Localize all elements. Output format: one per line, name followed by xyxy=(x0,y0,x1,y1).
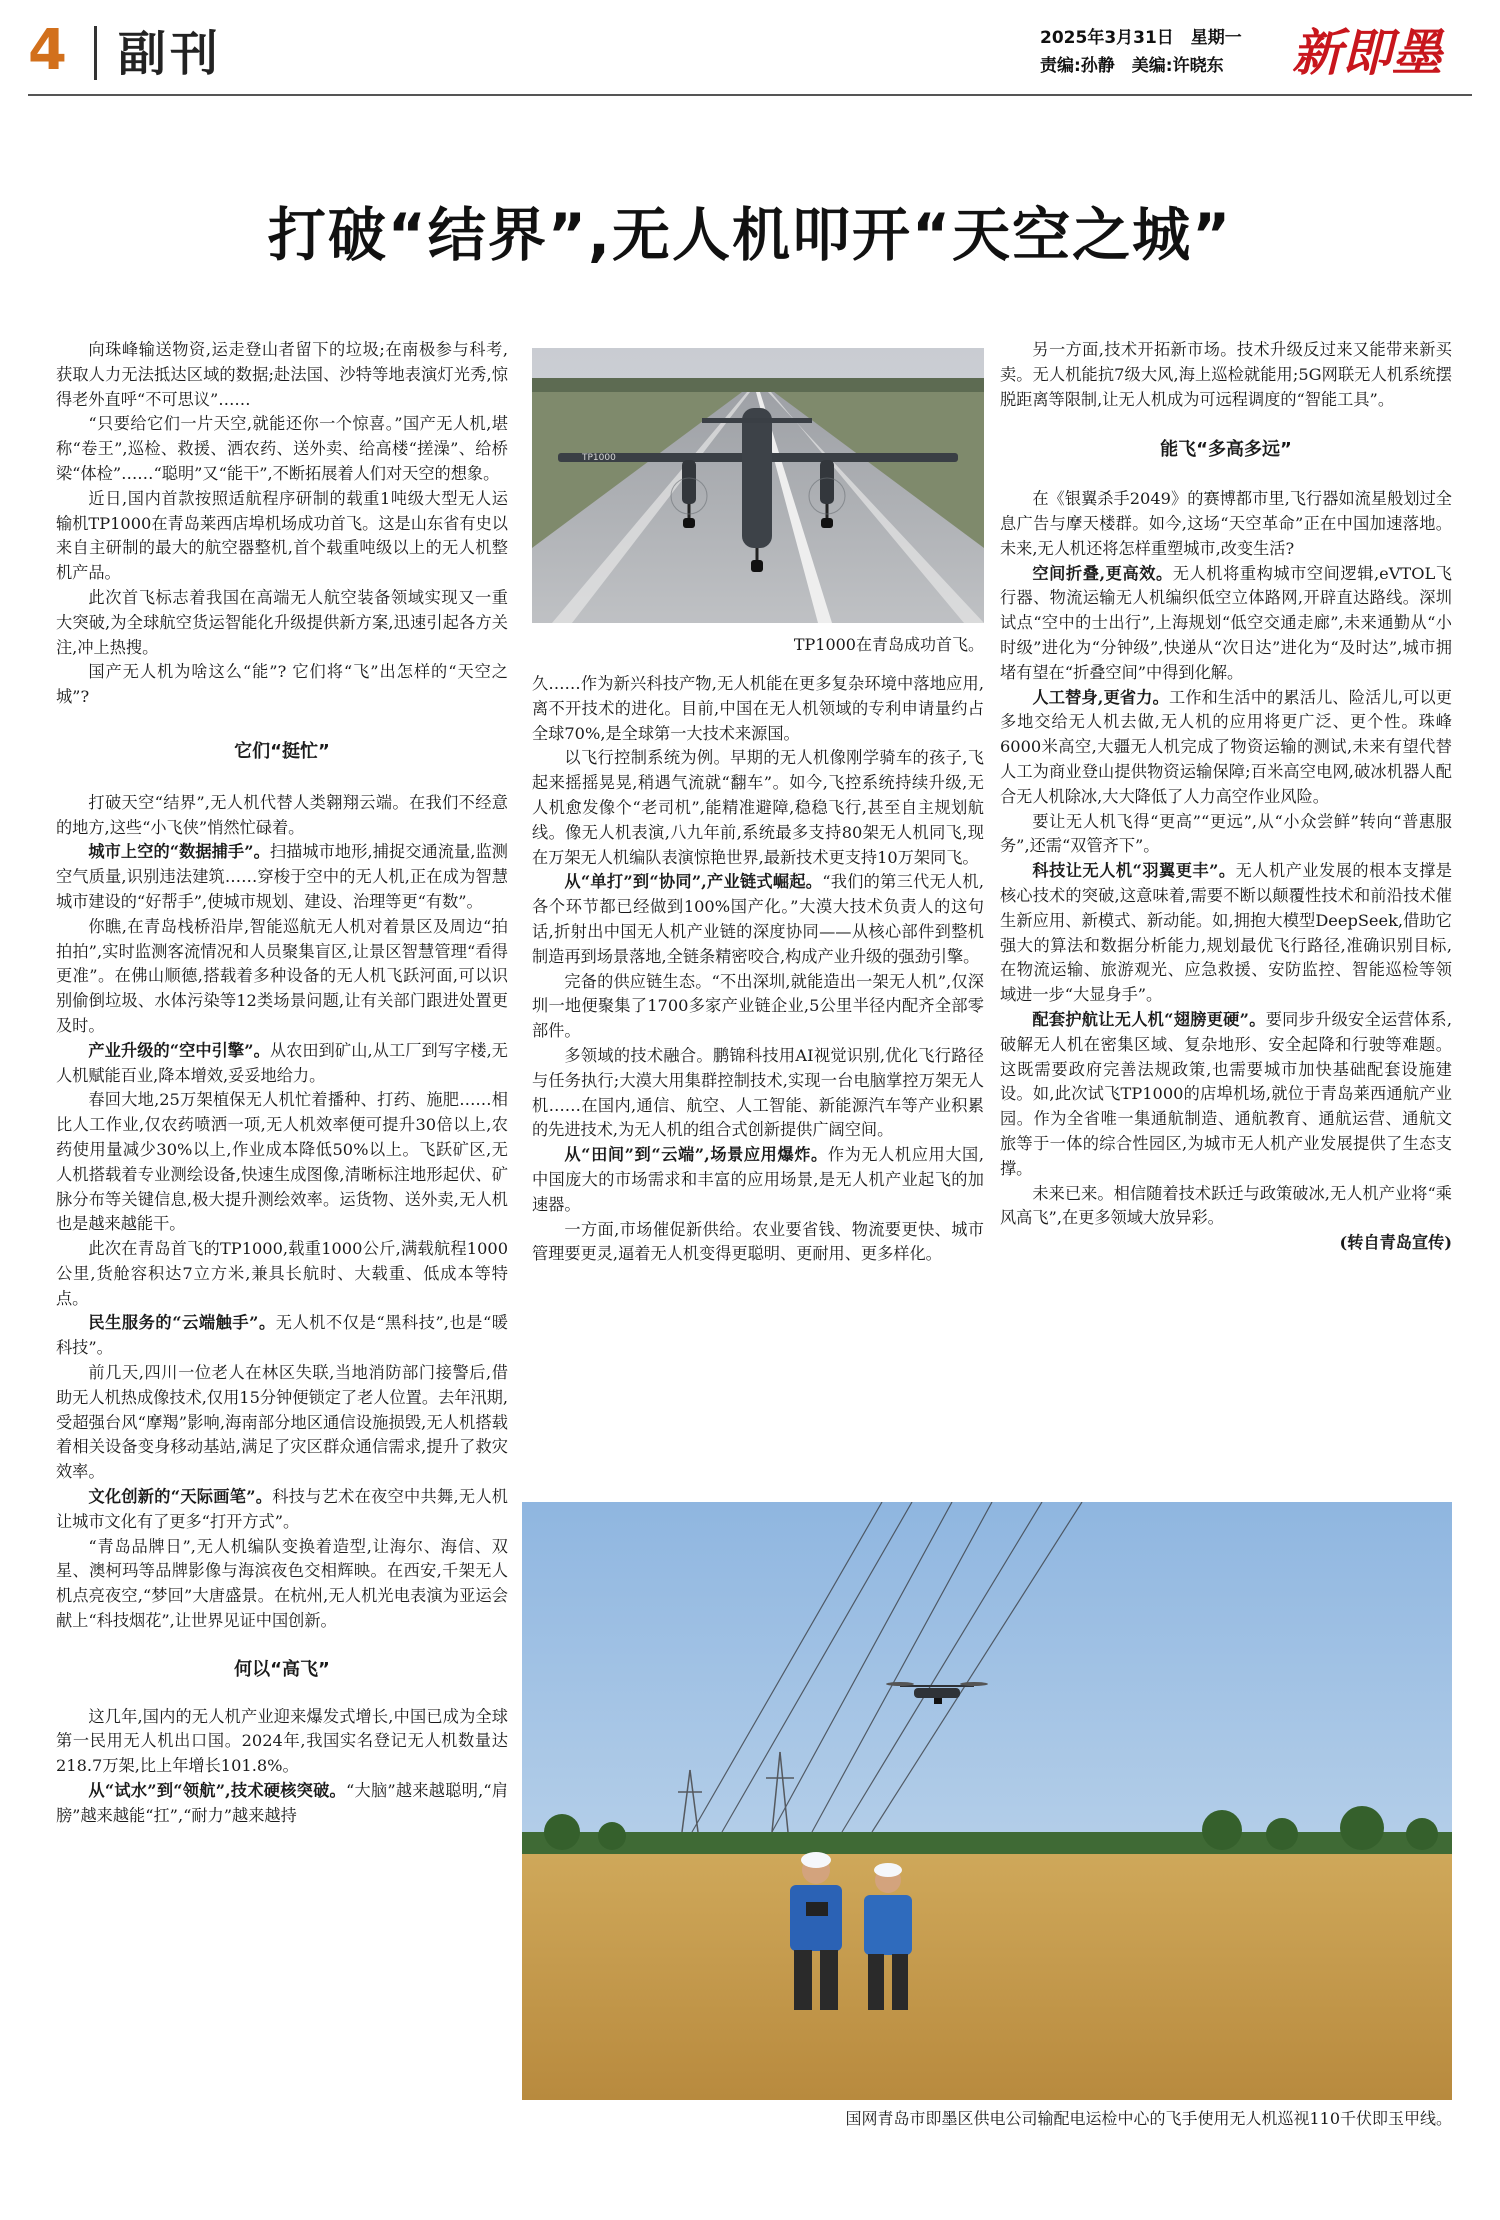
article-column-2 xyxy=(532,672,984,1267)
paragraph: 从“试水”到“领航”,技术硬核突破。“大脑”越来越聪明,“肩膀”越来越能“扛”,“耐力”越来越持 xyxy=(56,1781,508,1825)
paragraph: 久……作为新兴科技产物,无人机能在更多复杂环境中落地应用,离不开技术的进化。目前,中国在无人机领域的专利申请量约占全球70%,是全球第一大技术来源国。 xyxy=(532,674,984,743)
section-heading: 何以“高飞” xyxy=(234,1658,330,1680)
paragraph: 你瞧,在青岛栈桥沿岸,智能巡航无人机对着景区及周边“拍拍拍”,实时监测客流情况和人员聚集盲区,让景区智慧管理“看得更准”。在佛山顺德,搭载着多种设备的无人机飞跃河面,可以识别偷倒垃圾、水体污染等12类场景问题,让有关部门跟进处置更及时。 xyxy=(56,916,508,1035)
paragraph: 人工替身,更省力。工作和生活中的累活儿、险活儿,可以更多地交给无人机去做,无人机的应用将更广泛、更个性。珠峰6000米高空,大疆无人机完成了物资运输的测试,未来有望代替人工为商业登山提供物资运输保障;百米高空电网,破冰机器人配合无人机除冰,大大降低了人力高空作业风险。 xyxy=(1000,687,1452,806)
lead-phrase: 人工替身,更省力。 xyxy=(1032,687,1169,707)
paragraph: 向珠峰输送物资,运走登山者留下的垃圾;在南极参与科考,获取人力无法抵达区域的数据;赴法国、沙特等地表演灯光秀,惊得老外直呼“不可思议”…… xyxy=(56,340,508,409)
paragraph: 产业升级的“空中引擎”。从农田到矿山,从工厂到写字楼,无人机赋能百业,降本增效,妥妥地给力。 xyxy=(56,1040,508,1085)
paragraph: 从“田间”到“云端”,场景应用爆炸。作为无人机应用大国,中国庞大的市场需求和丰富的应用场景,是无人机产业起飞的加速器。 xyxy=(532,1145,984,1214)
article-headline: 打破“结界”,无人机叩开“天空之城” xyxy=(267,201,1233,269)
header-divider xyxy=(94,26,97,80)
article-column-1 xyxy=(56,338,508,1829)
page-number: 4 xyxy=(28,18,67,83)
paragraph: 此次在青岛首飞的TP1000,载重1000公斤,满载航程1000公里,货舱容积达7立方米,兼具长航时、大载重、低成本等特点。 xyxy=(56,1239,508,1308)
lead-phrase: 配套护航让无人机“翅膀更硬”。 xyxy=(1032,1009,1266,1029)
lead-phrase: 从“单打”到“协同”,产业链式崛起。 xyxy=(564,872,823,892)
paragraph: 前几天,四川一位老人在林区失联,当地消防部门接警后,借助无人机热成像技术,仅用15分钟便锁定了老人位置。去年汛期,受超强台风“摩羯”影响,海南部分地区通信设施损毁,无人机搭载着相关设备变身移动基站,满足了灾区群众通信需求,提升了救灾效率。 xyxy=(56,1363,508,1482)
paragraph: 一方面,市场催促新供给。农业要省钱、物流要更快、城市管理要更灵,逼着无人机变得更聪明、更耐用、更多样化。 xyxy=(532,1219,984,1264)
paragraph: 从“单打”到“协同”,产业链式崛起。“我们的第三代无人机,各个环节都已经做到100%国产化。”大漠大技术负责人的这句话,折射出中国无人机产业链的深度协同——从核心部件到整机制造再到场景落地,全链条精密咬合,构成产业升级的强劲引擎。 xyxy=(532,872,984,966)
header-info xyxy=(1040,24,1242,80)
lead-phrase: 空间折叠,更高效。 xyxy=(1032,563,1173,583)
section-heading: 它们“挺忙” xyxy=(234,740,330,762)
lead-phrase: 从“田间”到“云端”,场景应用爆炸。 xyxy=(564,1145,828,1165)
header-rule xyxy=(28,94,1472,96)
paragraph: 空间折叠,更高效。无人机将重构城市空间逻辑,eVTOL飞行器、物流运输无人机编织低空立体路网,开辟直达路线。深圳试点“空中的士出行”,上海规划“低空交通走廊”,未来通勤从“小时级”进化为“分钟级”,快递从“次日达”进化为“及时达”,城市拥堵有望在“折叠空间”中得到化解。 xyxy=(1000,563,1452,682)
masthead-text: 新即墨 xyxy=(1292,23,1442,82)
section-heading: 能飞“多高多远” xyxy=(1160,439,1292,461)
paragraph: 配套护航让无人机“翅膀更硬”。要同步升级安全运营体系,破解无人机在密集区域、复杂地形、安全起降和行驶等难题。这既需要政府完善法规政策,也需要城市加快基础配套设施建设。如,此次试飞TP1000的店埠机场,就位于青岛莱西通航产业园。作为全省唯一集通航制造、通航教育、通航运营、通航文旅等于一体的综合性园区,为城市无人机产业发展提供了生态支撑。 xyxy=(1000,1009,1452,1178)
source-credit: (转自青岛宣传) xyxy=(1339,1233,1452,1253)
page-header xyxy=(28,18,1472,88)
lead-phrase: 民生服务的“云端触手”。 xyxy=(88,1313,276,1333)
aircraft-marking: TP1000 xyxy=(582,453,616,463)
paragraph: 国产无人机为啥这么“能”? 它们将“飞”出怎样的“天空之城”? xyxy=(56,662,508,707)
paragraph: 文化创新的“天际画笔”。科技与艺术在夜空中共舞,无人机让城市文化有了更多“打开方式”。 xyxy=(56,1487,508,1531)
drone-inspection-image xyxy=(522,1502,1452,2100)
paragraph: 民生服务的“云端触手”。无人机不仅是“黑科技”,也是“暖科技”。 xyxy=(56,1313,508,1358)
paragraph: 未来已来。相信随着技术跃迁与政策破冰,无人机产业将“乘风高飞”,在更多领域大放异彩。 xyxy=(1000,1183,1452,1228)
lead-phrase: 从“试水”到“领航”,技术硬核突破。 xyxy=(88,1781,346,1801)
photo-caption: 国网青岛市即墨区供电公司输配电运检中心的飞手使用无人机巡视110千伏即玉甲线。 xyxy=(845,2109,1452,2128)
paragraph: 这几年,国内的无人机产业迎来爆发式增长,中国已成为全球第一民用无人机出口国。2024年,我国实名登记无人机数量达218.7万架,比上年增长101.8%。 xyxy=(56,1706,508,1776)
masthead-logo xyxy=(1290,20,1472,84)
paragraph: 完备的供应链生态。“不出深圳,就能造出一架无人机”,仅深圳一地便聚集了1700多家产业链企业,5公里半径内配齐全部零部件。 xyxy=(532,971,984,1041)
lead-phrase: 城市上空的“数据捕手”。 xyxy=(88,842,270,862)
drone-inspection-photo xyxy=(522,1502,1452,2100)
paragraph: 在《银翼杀手2049》的赛博都市里,飞行器如流星般划过全息广告与摩天楼群。如今,这场“天空革命”正在中国加速落地。未来,无人机还将怎样重塑城市,改变生活? xyxy=(1000,489,1452,558)
paragraph: 此次首飞标志着我国在高端无人航空装备领域实现又一重大突破,为全球航空货运智能化升级提供新方案,迅速引起各方关注,冲上热搜。 xyxy=(56,587,508,657)
paragraph: 要让无人机飞得“更高”“更远”,从“小众尝鲜”转向“普惠服务”,还需“双管齐下”。 xyxy=(1000,811,1452,856)
paragraph: 打破天空“结界”,无人机代替人类翱翔云端。在我们不经意的地方,这些“小飞侠”悄然忙碌着。 xyxy=(56,792,508,837)
paragraph: 另一方面,技术开拓新市场。技术升级反过来又能带来新买卖。无人机能抗7级大风,海上巡检就能用;5G网联无人机系统摆脱距离等限制,让无人机成为可远程调度的“智能工具”。 xyxy=(1000,340,1452,409)
paragraph: “只要给它们一片天空,就能还你一个惊喜。”国产无人机,堪称“卷王”,巡检、救援、洒农药、送外卖、给高楼“搓澡”、给桥梁“体检”……“聪明”又“能干”,不断拓展着人们对天空的想象。 xyxy=(56,414,508,483)
lead-phrase: 文化创新的“天际画笔”。 xyxy=(88,1487,273,1507)
editors-line: 责编:孙静 美编:许晓东 xyxy=(1040,56,1224,76)
tp1000-photo xyxy=(532,348,984,623)
paragraph: “青岛品牌日”,无人机编队变换着造型,让海尔、海信、双星、澳柯玛等品牌影像与海滨夜色交相辉映。在西安,千架无人机点亮夜空,“梦回”大唐盛景。在杭州,无人机光电表演为亚运会献上“科技烟花”,让世界见证中国创新。 xyxy=(56,1536,508,1631)
tp1000-image xyxy=(532,348,984,623)
photo-caption: TP1000在青岛成功首飞。 xyxy=(793,635,984,654)
date-line: 2025年3月31日 星期一 xyxy=(1040,28,1242,48)
paragraph: 以飞行控制系统为例。早期的无人机像刚学骑车的孩子,飞起来摇摇晃晃,稍遇气流就“翻车”。如今,飞控系统持续升级,无人机愈发像个“老司机”,能精准避障,稳稳飞行,甚至自主规划航线。像无人机表演,八九年前,系统最多支持80架无人机同飞,现在万架无人机编队表演惊艳世界,最新技术更支持10万架同飞。 xyxy=(532,748,984,867)
paragraph: 城市上空的“数据捕手”。扫描城市地形,捕捉交通流量,监测空气质量,识别违法建筑……穿梭于空中的无人机,正在成为智慧城市建设的“好帮手”,使城市规划、建设、治理等更“有数”。 xyxy=(56,842,508,911)
lead-phrase: 产业升级的“空中引擎”。 xyxy=(88,1040,270,1060)
article-column-3 xyxy=(1000,338,1452,1256)
paragraph: 科技让无人机“羽翼更丰”。无人机产业发展的根本支撑是核心技术的突破,这意味着,需要不断以颠覆性技术和前沿技术催生新应用、新模式、新动能。如,拥抱大模型DeepSeek,借助它强大的算法和数据分析能力,规划最优飞行路径,准确识别目标,在物流运输、旅游观光、应急救援、安防监控、智能巡检等领域进一步“大显身手”。 xyxy=(1000,861,1453,1005)
paragraph: 多领域的技术融合。鹏锦科技用AI视觉识别,优化飞行路径与任务执行;大漠大用集群控制技术,实现一台电脑掌控万架无人机……在国内,通信、航空、人工智能、新能源汽车等产业积累的先进技术,为无人机的组合式创新提供广阔空间。 xyxy=(532,1045,984,1140)
paragraph: 近日,国内首款按照适航程序研制的载重1吨级大型无人运输机TP1000在青岛莱西店埠机场成功首飞。这是山东省有史以来自主研制的最大的航空器整机,首个载重吨级以上的无人机整机产品。 xyxy=(56,488,508,583)
lead-phrase: 科技让无人机“羽翼更丰”。 xyxy=(1032,861,1236,881)
section-name: 副刊 xyxy=(118,26,223,82)
paragraph: 春回大地,25万架植保无人机忙着播种、打药、施肥……相比人工作业,仅农药喷洒一项,无人机效率便可提升30倍以上,农药使用量减少30%以上,作业成本降低50%以上。飞跃矿区,无人机搭载着专业测绘设备,快速生成图像,清晰标注地形起伏、矿脉分布等关键信息,极大提升测绘效率。运货物、送外卖,无人机也是越来越能干。 xyxy=(56,1090,508,1234)
